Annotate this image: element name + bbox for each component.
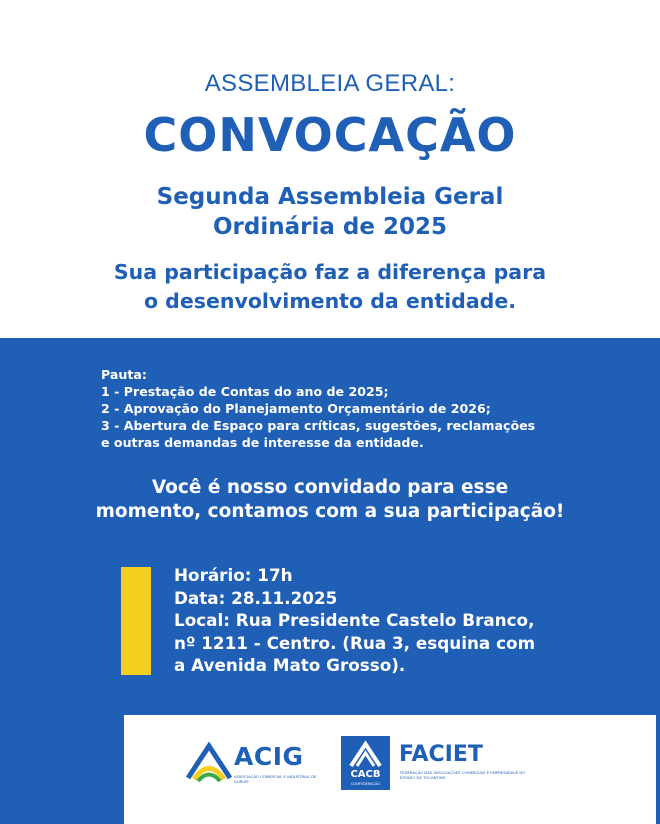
sponsor-logos [124,715,656,824]
acig-logo [186,740,316,800]
cacb-subtitle: CONFEDERAÇÃO [350,782,381,786]
header-kicker: ASSEMBLEIA GERAL: [204,70,456,97]
agenda-item: 1 - Prestação de Contas do ano de 2025; [101,384,389,399]
event-date: Data: 28.11.2025 [174,587,338,608]
faciet-subtitle: FEDERAÇÃO DAS ASSOCIAÇÕES COMERCIAIS E EMPRESARIAIS DO ESTADO DE TOCANTINS [400,770,526,780]
invitation-line-2: momento, contamos com a sua participação! [95,501,565,522]
cacb-mark-icon [341,738,390,770]
page-title: CONVOCAÇÃO [143,108,517,162]
event-location-line-2: nº 1211 - Centro. (Rua 3, esquina com [174,632,536,653]
tagline-line-1: Sua participação faz a diferença para [113,260,547,284]
subtitle [0,182,660,242]
agenda-item: e outras demandas de interesse da entidade. [101,435,424,450]
cacb-name: CACB [350,769,381,780]
info-panel [0,338,660,824]
agenda-item: 2 - Aprovação do Planejamento Orçamentário de 2026; [101,401,491,416]
agenda-title: Pauta: [101,367,147,382]
subtitle-line-1: Segunda Assembleia Geral [156,184,504,210]
event-location-line-1: Local: Rua Presidente Castelo Branco, [174,610,535,630]
acig-name: ACIG [234,742,304,771]
accent-bar [121,567,151,675]
tagline-line-2: o desenvolvimento da entidade. [143,289,517,313]
event-details [174,564,644,677]
event-location-line-3: a Avenida Mato Grosso). [174,655,406,675]
invitation-text [0,476,660,524]
header-section [0,0,660,338]
subtitle-line-2: Ordinária de 2025 [213,214,447,240]
agenda-item: 3 - Abertura de Espaço para críticas, sugestões, reclamações [101,418,536,433]
tagline [0,258,660,316]
acig-arc-icon [186,742,232,782]
invitation-line-1: Você é nosso convidado para esse [151,477,509,498]
acig-subtitle: ASSOCIAÇÃO COMERCIAL E INDUSTRIAL DE GURUPI [234,774,317,784]
event-time: Horário: 17h [174,565,293,585]
faciet-name: FACIET [399,742,483,767]
agenda [101,366,641,451]
cacb-logo [341,736,390,790]
